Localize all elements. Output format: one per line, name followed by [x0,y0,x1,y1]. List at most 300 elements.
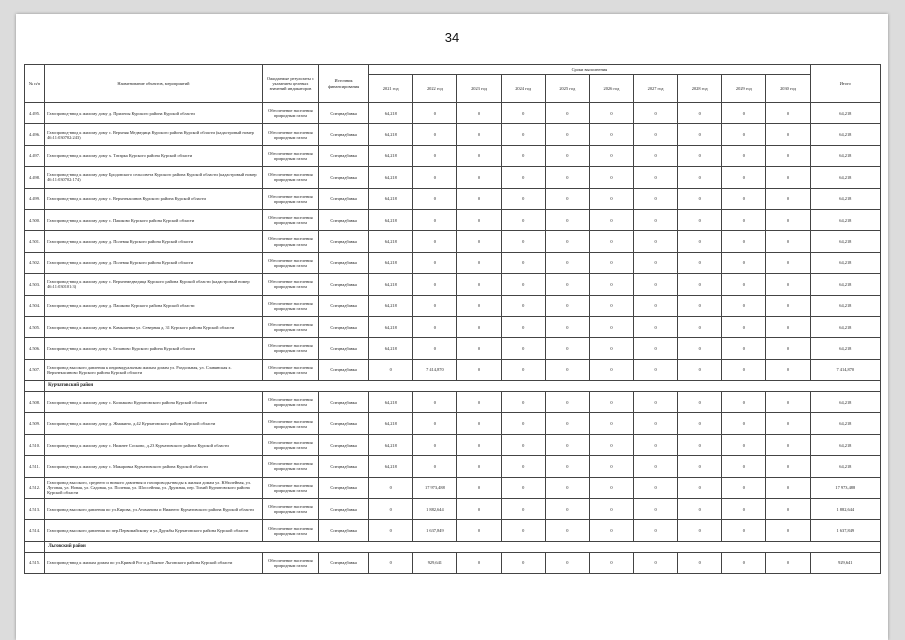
year-value: 0 [369,499,413,520]
object-name: Газопровод-ввод к жилому дому х. Беланово Курского района Курской области [45,338,263,359]
funding-source: Спецнадбавка [319,338,369,359]
row-total: 64,218 [810,316,880,337]
year-value: 0 [634,209,678,230]
year-value: 0 [766,209,810,230]
funding-source: Спецнадбавка [319,103,369,124]
row-number: 4.509. [25,413,45,434]
row-number: 4.507. [25,359,45,380]
year-value: 0 [678,359,722,380]
year-value: 0 [722,145,766,166]
year-value: 0 [501,477,545,498]
year-value: 0 [722,252,766,273]
year-value: 0 [457,413,501,434]
year-value: 0 [766,145,810,166]
year-value: 0 [589,167,633,188]
expected-result: Обеспечение населения природным газом [262,145,318,166]
header-name: Наименование объектов, мероприятий [45,65,263,103]
year-value: 0 [413,145,457,166]
year-value: 0 [501,167,545,188]
year-value: 0 [457,338,501,359]
table-row [25,392,881,413]
table-row [25,413,881,434]
year-value: 0 [722,392,766,413]
row-total: 64,218 [810,209,880,230]
year-value: 0 [545,456,589,477]
year-value: 0 [413,124,457,145]
funding-source: Спецнадбавка [319,231,369,252]
year-value: 0 [457,392,501,413]
year-value: 17 973,488 [413,477,457,498]
year-value: 0 [457,477,501,498]
header-result: Ожидаемые результаты с указанием целевых значений индикаторов [262,65,318,103]
year-value: 0 [457,434,501,455]
year-value: 0 [589,359,633,380]
header-year: 2022 год [413,75,457,103]
expected-result: Обеспечение населения природным газом [262,188,318,209]
year-value: 0 [589,499,633,520]
row-total: 64,218 [810,434,880,455]
expected-result: Обеспечение населения природным газом [262,413,318,434]
funding-source: Спецнадбавка [319,145,369,166]
header-year: 2029 год [722,75,766,103]
funding-source: Спецнадбавка [319,359,369,380]
year-value: 0 [589,316,633,337]
year-value: 0 [545,477,589,498]
year-value: 0 [766,231,810,252]
year-value: 0 [678,188,722,209]
header-source: Источник финансирования [319,65,369,103]
year-value: 0 [501,413,545,434]
document-page [16,14,888,640]
year-value: 0 [722,499,766,520]
expected-result: Обеспечение населения природным газом [262,316,318,337]
year-value: 64,218 [369,413,413,434]
object-name: Газопровод высокого давления к индивидуальным жилым домам ул. Раздольная, ул. Славянская х. Верхнекасиново Курского района Курской области [45,359,263,380]
year-value: 0 [678,209,722,230]
year-value: 0 [413,274,457,295]
year-value: 0 [501,456,545,477]
year-value: 0 [678,413,722,434]
row-number: 4.513. [25,499,45,520]
year-value: 0 [766,520,810,541]
expected-result: Обеспечение населения природным газом [262,252,318,273]
year-value: 0 [589,477,633,498]
row-total: 64,218 [810,338,880,359]
expected-result: Обеспечение населения природным газом [262,274,318,295]
year-value: 0 [501,103,545,124]
year-value: 64,218 [369,295,413,316]
year-value: 0 [766,124,810,145]
expected-result: Обеспечение населения природным газом [262,209,318,230]
year-value: 0 [501,338,545,359]
section-row [25,541,881,552]
row-total: 64,218 [810,295,880,316]
row-number: 4.506. [25,338,45,359]
year-value: 0 [457,252,501,273]
year-value: 0 [766,188,810,209]
object-name: Газопровод высокого давления по пер.Первомайскому и ул.Дружбы Курчатовского района Курской области [45,520,263,541]
year-value: 0 [413,209,457,230]
year-value: 0 [722,413,766,434]
object-name: Газопровод-ввод к жилому дому с. Верхняя Медведица Курского района Курской области (кадастровый номер 46:11:030702:243) [45,124,263,145]
year-value: 0 [678,434,722,455]
year-value: 0 [457,552,501,573]
row-total: 64,218 [810,274,880,295]
year-value: 64,218 [369,188,413,209]
row-total: 64,218 [810,124,880,145]
row-number: 4.515. [25,552,45,573]
funding-source: Спецнадбавка [319,167,369,188]
object-name: Газопровод-ввод к жилому дому с. Макаровка Курчатовского района Курской области [45,456,263,477]
object-name: Газопровод-ввод к жилому дому д. Полевая Курского района Курской области [45,231,263,252]
object-name: Газопровод-ввод к жилому дому с. Нижнее Сосково, д.23 Курчатовского района Курской области [45,434,263,455]
year-value: 0 [722,209,766,230]
year-value: 0 [589,295,633,316]
year-value: 0 [589,456,633,477]
row-number: 4.514. [25,520,45,541]
year-value: 0 [545,434,589,455]
row-number: 4.504. [25,295,45,316]
year-value: 0 [545,188,589,209]
row-total: 64,218 [810,188,880,209]
row-number: 4.502. [25,252,45,273]
section-number-cell [25,541,45,552]
year-value: 0 [501,316,545,337]
year-value: 0 [589,231,633,252]
table-row [25,188,881,209]
year-value: 0 [678,338,722,359]
funding-source: Спецнадбавка [319,520,369,541]
year-value: 0 [545,124,589,145]
year-value: 0 [589,434,633,455]
year-value: 0 [634,434,678,455]
year-value: 0 [589,103,633,124]
funding-source: Спецнадбавка [319,499,369,520]
year-value: 0 [678,520,722,541]
year-value: 0 [634,392,678,413]
table-row [25,209,881,230]
header-terms: Сроки выполнения [369,65,810,75]
expected-result: Обеспечение населения природным газом [262,338,318,359]
year-value: 64,218 [369,231,413,252]
expected-result: Обеспечение населения природным газом [262,103,318,124]
year-value: 64,218 [369,316,413,337]
year-value: 0 [457,145,501,166]
year-value: 0 [589,145,633,166]
year-value: 0 [545,252,589,273]
year-value: 0 [634,359,678,380]
object-name: Газопровод-ввод к жилому дому с. Пашково Курского района Курской области [45,209,263,230]
expected-result: Обеспечение населения природным газом [262,124,318,145]
year-value: 0 [501,499,545,520]
year-value: 0 [457,520,501,541]
year-value: 0 [678,392,722,413]
year-value: 0 [545,392,589,413]
year-value: 64,218 [369,209,413,230]
funding-source: Спецнадбавка [319,456,369,477]
year-value: 0 [589,188,633,209]
header-total: Итого [810,65,880,103]
year-value: 0 [413,103,457,124]
year-value: 0 [457,188,501,209]
year-value: 0 [589,338,633,359]
year-value: 0 [678,124,722,145]
row-total: 64,218 [810,413,880,434]
year-value: 64,218 [369,338,413,359]
table-row [25,338,881,359]
year-value: 0 [457,167,501,188]
object-name: Газопровод-ввод к жилому дому д. Пашково Курского района Курской области [45,295,263,316]
table-row [25,456,881,477]
year-value: 0 [766,167,810,188]
year-value: 0 [634,477,678,498]
header-year: 2030 год [766,75,810,103]
row-number: 4.497. [25,145,45,166]
funding-source: Спецнадбавка [319,274,369,295]
year-value: 0 [501,434,545,455]
row-number: 4.496. [25,124,45,145]
year-value: 0 [413,392,457,413]
year-value: 0 [634,124,678,145]
data-table [24,64,881,574]
year-value: 0 [413,295,457,316]
row-total: 64,218 [810,456,880,477]
object-name: Газопровод-ввод к жилому дому х. Татарка Курского района Курской области [45,145,263,166]
year-value: 0 [457,124,501,145]
year-value: 0 [766,103,810,124]
object-name: Газопровод высокого, среднего и низкого давления и газопроводы-вводы к жилым домам ул. Юбилейная, ул. Луговая, ул. Новая, ул. Садовая, ул. Полевая, ул. Шоссейная, ул. Дружная, пер. Тихий Курчатовского района Курской области [45,477,263,498]
row-number: 4.500. [25,209,45,230]
year-value: 929,641 [413,552,457,573]
year-value: 0 [545,295,589,316]
funding-source: Спецнадбавка [319,209,369,230]
year-value: 0 [457,231,501,252]
table-row [25,359,881,380]
year-value: 0 [501,295,545,316]
expected-result: Обеспечение населения природным газом [262,295,318,316]
year-value: 0 [766,252,810,273]
year-value: 0 [589,413,633,434]
year-value: 0 [413,434,457,455]
table-row [25,252,881,273]
year-value: 0 [722,188,766,209]
year-value: 0 [678,552,722,573]
year-value: 0 [634,338,678,359]
section-number-cell [25,381,45,392]
year-value: 0 [678,252,722,273]
year-value: 0 [501,359,545,380]
table-row [25,477,881,498]
year-value: 0 [766,477,810,498]
row-total: 64,218 [810,392,880,413]
row-total: 64,218 [810,145,880,166]
year-value: 0 [501,124,545,145]
year-value: 0 [501,520,545,541]
funding-source: Спецнадбавка [319,392,369,413]
funding-source: Спецнадбавка [319,252,369,273]
year-value: 0 [678,167,722,188]
year-value: 0 [766,456,810,477]
object-name: Газопровод-ввод к жилому дому Бродовского сельсовета Курского района Курской области (кадастровый номер 46:11:030702:174) [45,167,263,188]
object-name: Газопровод-ввод к жилым домам по ул.Кривой Рог и д.Пьяное Льговского района Курской области [45,552,263,573]
year-value: 64,218 [369,167,413,188]
table-row [25,103,881,124]
year-value: 0 [766,274,810,295]
table-body [25,103,881,574]
year-value: 0 [722,477,766,498]
row-total: 929,641 [810,552,880,573]
year-value: 0 [722,434,766,455]
year-value: 0 [766,392,810,413]
year-value: 0 [413,338,457,359]
year-value: 0 [722,338,766,359]
row-number: 4.501. [25,231,45,252]
year-value: 0 [413,167,457,188]
year-value: 0 [501,252,545,273]
expected-result: Обеспечение населения природным газом [262,434,318,455]
year-value: 0 [634,103,678,124]
table-row [25,434,881,455]
year-value: 0 [545,499,589,520]
funding-source: Спецнадбавка [319,477,369,498]
row-number: 4.510. [25,434,45,455]
year-value: 0 [457,456,501,477]
row-number: 4.499. [25,188,45,209]
year-value: 0 [766,413,810,434]
year-value: 0 [369,520,413,541]
year-value: 0 [678,499,722,520]
object-name: Газопровод-ввод к жилому дому д. Жмакино, д.42 Курчатовского района Курской области [45,413,263,434]
year-value: 0 [413,231,457,252]
year-value: 0 [634,295,678,316]
year-value: 0 [766,295,810,316]
year-value: 0 [766,552,810,573]
object-name: Газопровод-ввод к жилому дому д. Полевая Курского района Курской области [45,252,263,273]
year-value: 0 [589,124,633,145]
year-value: 0 [589,552,633,573]
row-number: 4.498. [25,167,45,188]
year-value: 7 414,870 [413,359,457,380]
table-row [25,499,881,520]
year-value: 0 [722,552,766,573]
year-value: 0 [722,456,766,477]
year-value: 0 [634,188,678,209]
year-value: 0 [722,316,766,337]
year-value: 0 [501,274,545,295]
year-value: 0 [545,316,589,337]
year-value: 0 [369,477,413,498]
year-value: 0 [634,456,678,477]
year-value: 0 [678,316,722,337]
section-row [25,381,881,392]
expected-result: Обеспечение населения природным газом [262,477,318,498]
page-number: 34 [444,30,460,45]
row-total: 64,218 [810,103,880,124]
table-row [25,145,881,166]
year-value: 0 [501,392,545,413]
year-value: 0 [457,209,501,230]
object-name: Газопровод-ввод к жилому дому в. Камышевка ул. Северная д. 31 Курского района Курской области [45,316,263,337]
table-row [25,295,881,316]
year-value: 0 [678,274,722,295]
table-row [25,231,881,252]
year-value: 0 [501,188,545,209]
year-value: 0 [722,167,766,188]
row-number: 4.505. [25,316,45,337]
year-value: 0 [766,499,810,520]
section-title: Курчатовский район [45,381,881,392]
funding-source: Спецнадбавка [319,188,369,209]
expected-result: Обеспечение населения природным газом [262,231,318,252]
year-value: 0 [634,552,678,573]
row-total: 1 637,849 [810,520,880,541]
year-value: 0 [545,359,589,380]
year-value: 0 [589,274,633,295]
row-number: 4.511. [25,456,45,477]
object-name: Газопровод-ввод к жилому дому с. Верхнекасинов Курского района Курской области [45,188,263,209]
header-year: 2026 год [589,75,633,103]
year-value: 0 [766,338,810,359]
year-value: 0 [545,103,589,124]
funding-source: Спецнадбавка [319,316,369,337]
year-value: 0 [501,209,545,230]
year-value: 64,218 [369,103,413,124]
expected-result: Обеспечение населения природным газом [262,167,318,188]
funding-source: Спецнадбавка [319,295,369,316]
object-name: Газопровод высокого давления по ул.Кирова, ул.Атаманова и Нижнего Курчатовского района Курской области [45,499,263,520]
funding-source: Спецнадбавка [319,413,369,434]
year-value: 0 [501,552,545,573]
year-value: 1 637,849 [413,520,457,541]
object-name: Газопровод-ввод к жилому дому с. Верхнемедведица Курского района Курской области (кадастровый номер 46:11:030101:3) [45,274,263,295]
year-value: 0 [545,413,589,434]
year-value: 0 [545,231,589,252]
year-value: 64,218 [369,124,413,145]
year-value: 0 [545,167,589,188]
table-row [25,274,881,295]
year-value: 0 [634,274,678,295]
expected-result: Обеспечение населения природным газом [262,552,318,573]
expected-result: Обеспечение населения природным газом [262,359,318,380]
year-value: 0 [766,434,810,455]
year-value: 0 [501,145,545,166]
year-value: 0 [634,413,678,434]
year-value: 0 [457,359,501,380]
year-value: 0 [722,274,766,295]
year-value: 64,218 [369,456,413,477]
table-row [25,124,881,145]
year-value: 0 [589,392,633,413]
year-value: 0 [589,520,633,541]
year-value: 0 [722,103,766,124]
year-value: 0 [634,520,678,541]
year-value: 0 [545,552,589,573]
row-total: 1 882,644 [810,499,880,520]
expected-result: Обеспечение населения природным газом [262,520,318,541]
year-value: 0 [413,188,457,209]
year-value: 64,218 [369,434,413,455]
year-value: 0 [545,145,589,166]
year-value: 64,218 [369,145,413,166]
expected-result: Обеспечение населения природным газом [262,499,318,520]
header-year: 2025 год [545,75,589,103]
header-no: № п/п [25,65,45,103]
year-value: 0 [634,316,678,337]
year-value: 0 [457,274,501,295]
year-value: 0 [766,316,810,337]
header-year: 2021 год [369,75,413,103]
year-value: 0 [413,456,457,477]
